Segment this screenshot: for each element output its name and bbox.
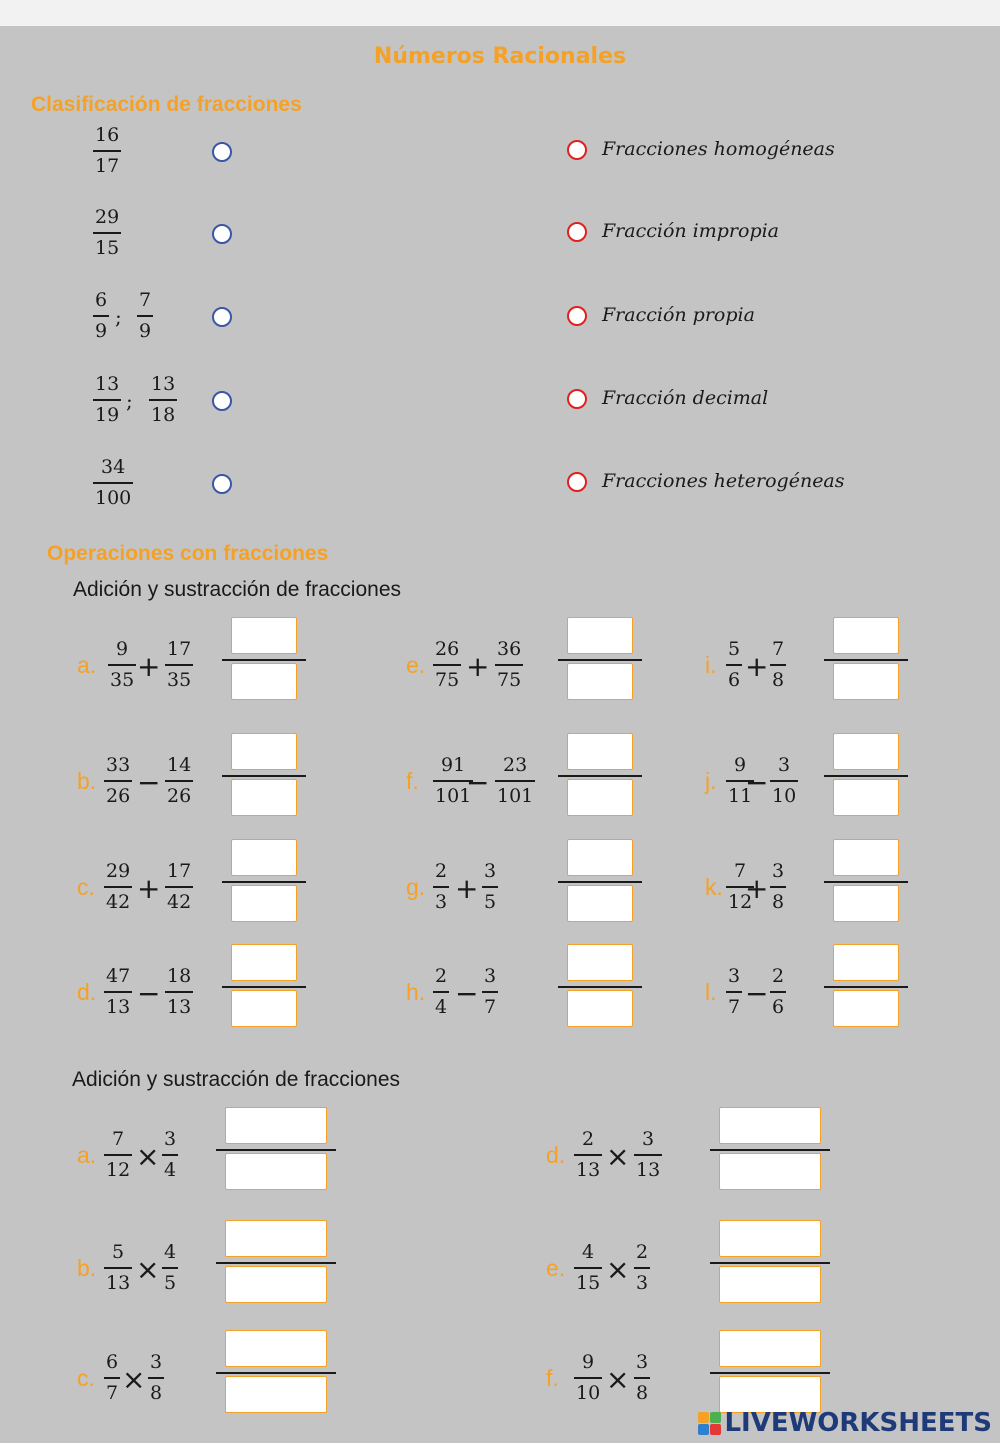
exercise-label: c. <box>77 1365 95 1391</box>
denominator: 18 <box>151 403 176 426</box>
denominator: 11 <box>728 784 753 807</box>
numerator: 23 <box>503 754 528 776</box>
denominator: 26 <box>106 784 131 807</box>
match-dot-left[interactable] <box>212 224 232 244</box>
numerator: 3 <box>164 1128 177 1150</box>
option-label: Fracción propia <box>602 304 755 326</box>
exercise-label: b. <box>77 768 97 794</box>
fraction <box>770 862 786 912</box>
numerator: 3 <box>642 1128 655 1150</box>
operator: × <box>606 1363 630 1396</box>
denominator: 8 <box>772 668 785 691</box>
answer-numerator-box[interactable] <box>231 839 297 876</box>
option-label: Fracciones heterogéneas <box>602 470 845 492</box>
denominator: 6 <box>772 995 785 1018</box>
answer-denominator-box[interactable] <box>567 779 633 816</box>
fraction <box>634 1243 650 1293</box>
numerator: 5 <box>112 1241 125 1263</box>
exercise-label: h. <box>406 979 426 1005</box>
operator: × <box>606 1140 630 1173</box>
fraction <box>104 967 132 1017</box>
numerator: 16 <box>95 124 120 146</box>
answer-numerator-box[interactable] <box>225 1107 327 1144</box>
numerator: 13 <box>151 373 176 395</box>
numerator: 9 <box>116 638 129 660</box>
fraction <box>165 862 193 912</box>
answer-numerator-box[interactable] <box>833 944 899 981</box>
answer-numerator-box[interactable] <box>719 1220 821 1257</box>
fraction <box>433 640 461 690</box>
fraction <box>770 967 786 1017</box>
answer-numerator-box[interactable] <box>567 839 633 876</box>
answer-fraction-bar <box>824 775 908 777</box>
answer-fraction-bar <box>222 986 306 988</box>
exercise-label: i. <box>705 652 717 678</box>
fraction <box>108 640 136 690</box>
answer-denominator-box[interactable] <box>567 663 633 700</box>
match-dot-left[interactable] <box>212 391 232 411</box>
numerator: 5 <box>728 638 741 660</box>
fraction <box>482 862 498 912</box>
denominator: 7 <box>728 995 741 1018</box>
answer-fraction-bar <box>558 881 642 883</box>
numerator: 6 <box>95 289 108 311</box>
fraction <box>93 126 121 176</box>
exercise-label: l. <box>705 979 717 1005</box>
exercise-label: c. <box>77 874 95 900</box>
denominator: 42 <box>106 890 131 913</box>
answer-numerator-box[interactable] <box>567 944 633 981</box>
fraction <box>104 756 132 806</box>
numerator: 4 <box>164 1241 177 1263</box>
answer-denominator-box[interactable] <box>225 1376 327 1413</box>
answer-fraction-bar <box>824 659 908 661</box>
denominator: 13 <box>576 1158 601 1181</box>
fraction <box>104 862 132 912</box>
fraction <box>634 1353 650 1403</box>
numerator: 2 <box>435 860 448 882</box>
answer-fraction-bar <box>222 881 306 883</box>
numerator: 3 <box>484 860 497 882</box>
fraction <box>104 1243 132 1293</box>
answer-numerator-box[interactable] <box>833 617 899 654</box>
fraction <box>574 1243 602 1293</box>
answer-numerator-box[interactable] <box>719 1330 821 1367</box>
operator: × <box>122 1363 146 1396</box>
denominator: 100 <box>95 486 132 509</box>
denominator: 8 <box>150 1381 163 1404</box>
denominator: 3 <box>636 1271 649 1294</box>
mult-heading: Adición y sustracción de fracciones <box>72 1068 400 1091</box>
denominator: 35 <box>110 668 135 691</box>
operator: − <box>745 766 769 799</box>
numerator: 9 <box>734 754 747 776</box>
denominator: 7 <box>484 995 497 1018</box>
denominator: 7 <box>106 1381 119 1404</box>
operations-heading: Operaciones con fracciones <box>47 542 329 565</box>
denominator: 9 <box>139 319 152 342</box>
answer-fraction-bar <box>558 775 642 777</box>
answer-fraction-bar <box>558 986 642 988</box>
answer-fraction-bar <box>710 1372 830 1374</box>
liveworksheets-logo: LIVEWORKSHEETS <box>724 1408 992 1438</box>
numerator: 6 <box>106 1351 119 1373</box>
numerator: 3 <box>150 1351 163 1373</box>
match-dot-right[interactable] <box>567 306 587 326</box>
denominator: 13 <box>636 1158 661 1181</box>
option-label: Fracciones homogéneas <box>602 138 835 160</box>
fraction <box>93 458 133 508</box>
denominator: 12 <box>728 890 753 913</box>
numerator: 13 <box>95 373 120 395</box>
match-dot-right[interactable] <box>567 472 587 492</box>
denominator: 13 <box>106 995 131 1018</box>
answer-numerator-box[interactable] <box>833 839 899 876</box>
denominator: 75 <box>497 668 522 691</box>
operator: − <box>137 977 161 1010</box>
denominator: 15 <box>576 1271 601 1294</box>
denominator: 35 <box>167 668 192 691</box>
separator: ; <box>115 305 122 329</box>
answer-numerator-box[interactable] <box>225 1330 327 1367</box>
answer-numerator-box[interactable] <box>833 733 899 770</box>
exercise-label: f. <box>546 1365 559 1391</box>
answer-denominator-box[interactable] <box>231 885 297 922</box>
exercise-label: a. <box>77 652 97 678</box>
denominator: 3 <box>435 890 448 913</box>
answer-denominator-box[interactable] <box>833 885 899 922</box>
fraction <box>495 640 523 690</box>
match-dot-left[interactable] <box>212 307 232 327</box>
answer-denominator-box[interactable] <box>719 1153 821 1190</box>
denominator: 19 <box>95 403 120 426</box>
answer-numerator-box[interactable] <box>225 1220 327 1257</box>
denominator: 12 <box>106 1158 131 1181</box>
exercise-label: e. <box>546 1255 566 1281</box>
fraction <box>162 1130 178 1180</box>
denominator: 5 <box>164 1271 177 1294</box>
answer-fraction-bar <box>222 775 306 777</box>
match-dot-right[interactable] <box>567 222 587 242</box>
denominator: 101 <box>497 784 534 807</box>
fraction <box>137 291 153 341</box>
operator: + <box>745 650 769 683</box>
operator: − <box>745 977 769 1010</box>
answer-numerator-box[interactable] <box>567 617 633 654</box>
denominator: 6 <box>728 668 741 691</box>
numerator: 14 <box>167 754 192 776</box>
logo-mark-icon <box>698 1412 722 1436</box>
exercise-label: f. <box>406 768 419 794</box>
operator: + <box>137 650 161 683</box>
denominator: 42 <box>167 890 192 913</box>
match-dot-left[interactable] <box>212 142 232 162</box>
answer-fraction-bar <box>824 986 908 988</box>
denominator: 10 <box>576 1381 601 1404</box>
exercise-label: j. <box>705 768 717 794</box>
fraction <box>162 1243 178 1293</box>
match-dot-right[interactable] <box>567 140 587 160</box>
answer-fraction-bar <box>216 1149 336 1151</box>
denominator: 4 <box>435 995 448 1018</box>
fraction <box>104 1353 120 1403</box>
addsub-heading: Adición y sustracción de fracciones <box>73 578 401 601</box>
top-banner-strip <box>0 0 1000 26</box>
answer-fraction-bar <box>222 659 306 661</box>
denominator: 26 <box>167 784 192 807</box>
answer-fraction-bar <box>710 1149 830 1151</box>
answer-denominator-box[interactable] <box>833 663 899 700</box>
numerator: 18 <box>167 965 192 987</box>
answer-numerator-box[interactable] <box>231 733 297 770</box>
denominator: 5 <box>484 890 497 913</box>
separator: ; <box>126 389 133 413</box>
classification-heading: Clasificación de fracciones <box>31 93 302 116</box>
exercise-label: d. <box>546 1142 566 1168</box>
numerator: 2 <box>636 1241 649 1263</box>
denominator: 8 <box>636 1381 649 1404</box>
fraction <box>165 967 193 1017</box>
numerator: 3 <box>484 965 497 987</box>
fraction <box>433 967 449 1017</box>
operator: + <box>137 872 161 905</box>
answer-numerator-box[interactable] <box>231 944 297 981</box>
fraction <box>482 967 498 1017</box>
denominator: 101 <box>435 784 472 807</box>
answer-fraction-bar <box>558 659 642 661</box>
fraction <box>770 756 798 806</box>
numerator: 29 <box>95 206 120 228</box>
denominator: 13 <box>167 995 192 1018</box>
match-dot-left[interactable] <box>212 474 232 494</box>
answer-denominator-box[interactable] <box>833 990 899 1027</box>
numerator: 9 <box>582 1351 595 1373</box>
fraction <box>165 640 193 690</box>
operator: × <box>136 1253 160 1286</box>
answer-denominator-box[interactable] <box>231 663 297 700</box>
numerator: 4 <box>582 1241 595 1263</box>
exercise-label: g. <box>406 874 426 900</box>
operator: × <box>136 1140 160 1173</box>
denominator: 13 <box>106 1271 131 1294</box>
answer-denominator-box[interactable] <box>231 990 297 1027</box>
numerator: 3 <box>636 1351 649 1373</box>
numerator: 47 <box>106 965 131 987</box>
numerator: 3 <box>728 965 741 987</box>
numerator: 26 <box>435 638 460 660</box>
answer-denominator-box[interactable] <box>719 1266 821 1303</box>
numerator: 33 <box>106 754 131 776</box>
fraction <box>93 291 109 341</box>
numerator: 3 <box>772 860 785 882</box>
denominator: 8 <box>772 890 785 913</box>
page-title: Números Racionales <box>373 44 627 69</box>
numerator: 17 <box>167 860 192 882</box>
exercise-label: k. <box>705 874 723 900</box>
numerator: 3 <box>778 754 791 776</box>
answer-denominator-box[interactable] <box>225 1153 327 1190</box>
fraction <box>726 640 742 690</box>
answer-denominator-box[interactable] <box>567 885 633 922</box>
numerator: 7 <box>112 1128 125 1150</box>
numerator: 29 <box>106 860 131 882</box>
operator: − <box>466 766 490 799</box>
denominator: 9 <box>95 319 108 342</box>
fraction <box>574 1353 602 1403</box>
numerator: 7 <box>139 289 152 311</box>
answer-denominator-box[interactable] <box>833 779 899 816</box>
numerator: 7 <box>734 860 747 882</box>
fraction <box>433 862 449 912</box>
operator: − <box>455 977 479 1010</box>
exercise-label: e. <box>406 652 426 678</box>
numerator: 2 <box>435 965 448 987</box>
answer-numerator-box[interactable] <box>719 1107 821 1144</box>
fraction <box>149 375 177 425</box>
fraction <box>165 756 193 806</box>
numerator: 17 <box>167 638 192 660</box>
denominator: 10 <box>772 784 797 807</box>
option-label: Fracción impropia <box>602 220 780 242</box>
exercise-label: a. <box>77 1142 97 1168</box>
numerator: 2 <box>772 965 785 987</box>
numerator: 36 <box>497 638 522 660</box>
operator: − <box>137 766 161 799</box>
numerator: 2 <box>582 1128 595 1150</box>
fraction <box>726 967 742 1017</box>
option-label: Fracción decimal <box>602 387 769 409</box>
match-dot-right[interactable] <box>567 389 587 409</box>
answer-numerator-box[interactable] <box>231 617 297 654</box>
numerator: 34 <box>101 456 126 478</box>
denominator: 17 <box>95 154 120 177</box>
answer-fraction-bar <box>824 881 908 883</box>
answer-numerator-box[interactable] <box>567 733 633 770</box>
answer-denominator-box[interactable] <box>225 1266 327 1303</box>
fraction <box>574 1130 602 1180</box>
answer-fraction-bar <box>710 1262 830 1264</box>
operator: × <box>606 1253 630 1286</box>
operator: + <box>466 650 490 683</box>
fraction <box>495 756 535 806</box>
fraction <box>104 1130 132 1180</box>
numerator: 91 <box>441 754 466 776</box>
answer-denominator-box[interactable] <box>567 990 633 1027</box>
exercise-label: b. <box>77 1255 97 1281</box>
answer-fraction-bar <box>216 1372 336 1374</box>
operator: + <box>455 872 479 905</box>
fraction <box>634 1130 662 1180</box>
fraction <box>148 1353 164 1403</box>
numerator: 7 <box>772 638 785 660</box>
answer-denominator-box[interactable] <box>231 779 297 816</box>
answer-fraction-bar <box>216 1262 336 1264</box>
denominator: 75 <box>435 668 460 691</box>
denominator: 4 <box>164 1158 177 1181</box>
operator: + <box>745 872 769 905</box>
denominator: 15 <box>95 236 120 259</box>
fraction <box>770 640 786 690</box>
fraction <box>93 375 121 425</box>
exercise-label: d. <box>77 979 97 1005</box>
fraction <box>93 208 121 258</box>
